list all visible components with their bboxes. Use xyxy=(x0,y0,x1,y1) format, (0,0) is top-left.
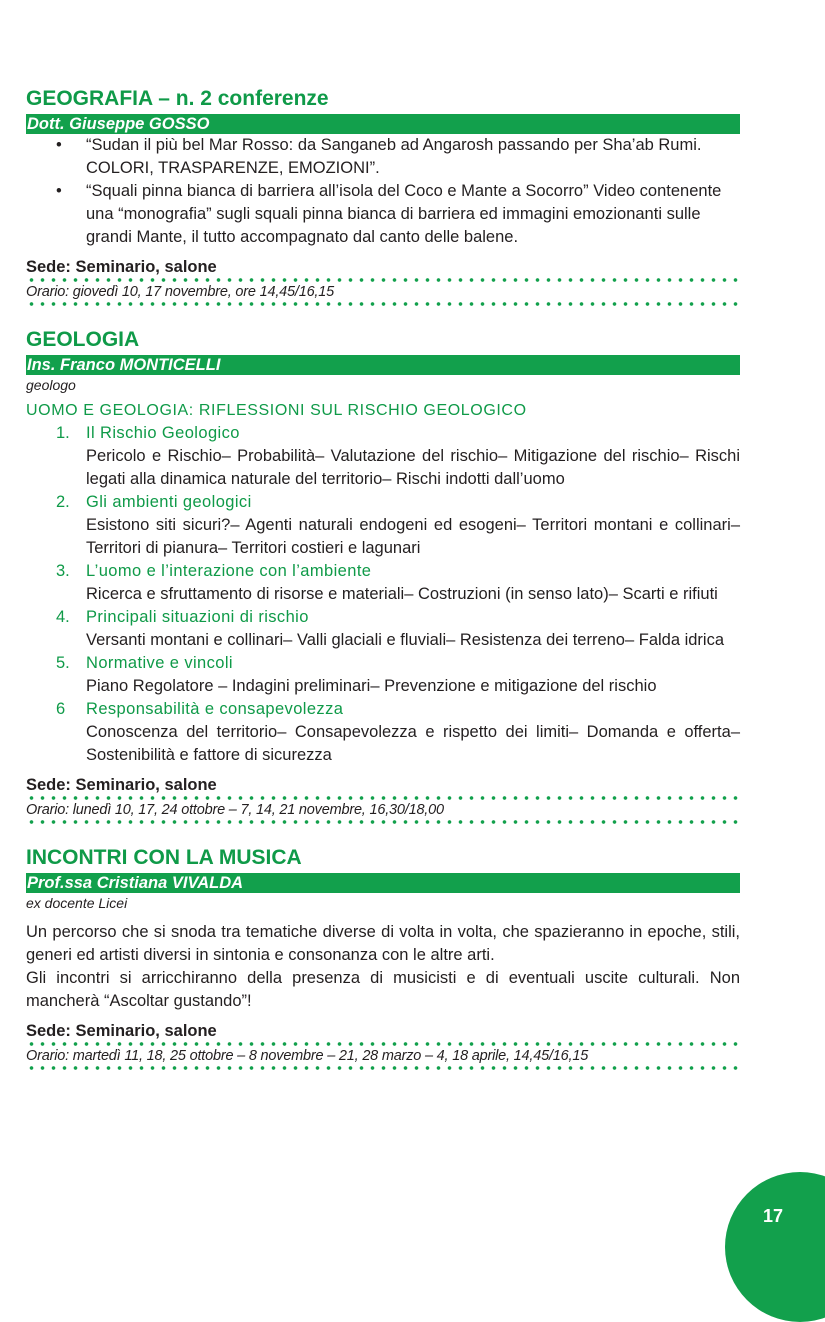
schedule: Orario: lunedì 10, 17, 24 ottobre – 7, 14, 21 novembre, 16,30/18,00 xyxy=(26,802,444,818)
list-item: 3. L’uomo e l’interazione con l’ambiente Ricerca e sfruttamento di risorse e materiali– Costruzioni (in senso lato)– Scarti e rifiuti xyxy=(56,562,718,603)
bullet-icon: • xyxy=(56,136,62,154)
speaker-role: ex docente Licei xyxy=(26,895,128,911)
dotted-divider xyxy=(26,1066,740,1070)
speaker-role: geologo xyxy=(26,377,76,393)
bullet-icon: • xyxy=(56,182,62,200)
schedule: Orario: martedì 11, 18, 25 ottobre – 8 novembre – 21, 28 marzo – 4, 18 aprile, 14,45/16,15 xyxy=(26,1048,589,1064)
section-geologia xyxy=(26,327,740,824)
section-title: INCONTRI CON LA MUSICA xyxy=(26,846,302,869)
list-item: 4. Principali situazioni di rischio Versanti montani e collinari– Valli glaciali e fluviali– Resistenza dei terreno– Falda idrica xyxy=(56,608,725,649)
dotted-divider xyxy=(26,302,740,306)
venue: Sede: Seminario, salone xyxy=(26,1022,217,1040)
section-musica xyxy=(26,845,740,1070)
speaker-name: Ins. Franco MONTICELLI xyxy=(26,355,740,375)
dotted-divider xyxy=(26,1042,740,1046)
page-number-tab xyxy=(725,1172,825,1322)
list-item: 6 Responsabilità e consapevolezza Conoscenza del territorio– Consapevolezza e rispetto dei limiti– Domanda e offerta– Sostenibilità e fattore di sicurezza xyxy=(56,700,740,764)
schedule: Orario: giovedì 10, 17 novembre, ore 14,45/16,15 xyxy=(26,284,334,300)
dotted-divider xyxy=(26,820,740,824)
venue: Sede: Seminario, salone xyxy=(26,776,217,794)
course-topic: UOMO E GEOLOGIA: RIFLESSIONI SUL RISCHIO GEOLOGICO xyxy=(26,402,527,419)
conference-list xyxy=(26,134,740,249)
list-item: 1. Il Rischio Geologico Pericolo e Rischio– Probabilità– Valutazione del rischio– Mitigazione del rischio– Rischi legati alla dinamica naturale del territorio– Rischi indotti dall’uomo xyxy=(56,424,740,488)
page-number: 17 xyxy=(762,1206,784,1226)
list-item: • “Sudan il più bel Mar Rosso: da Sanganeb ad Angarosh passando per Sha’ab Rumi. COLORI, TRASPARENZE, EMOZIONI”. xyxy=(56,136,702,177)
section-geografia xyxy=(26,86,740,306)
section-title: GEOLOGIA xyxy=(26,328,140,351)
speaker-name: Prof.ssa Cristiana VIVALDA xyxy=(26,873,740,893)
page-content xyxy=(26,86,740,1071)
section-title: GEOGRAFIA – n. 2 conferenze xyxy=(26,87,329,110)
list-item: • “Squali pinna bianca di barriera all’isola del Coco e Mante a Socorro” Video contenente una “monografia” sugli squali pinna bianca di barriera ed immagini emozionanti sulle grandi Mante, il tutto accompagnato dal canto delle balene. xyxy=(56,182,722,246)
dotted-divider xyxy=(26,796,740,800)
speaker-name: Dott. Giuseppe GOSSO xyxy=(26,114,740,134)
topic-list xyxy=(26,422,740,767)
venue: Sede: Seminario, salone xyxy=(26,258,217,276)
description-paragraph: Gli incontri si arricchiranno della presenza di musicisti e di eventuali uscite culturali. Non mancherà “Ascoltar gustando”! xyxy=(26,969,740,1010)
list-item: 2. Gli ambienti geologici Esistono siti sicuri?– Agenti naturali endogeni ed esogeni– Territori montani e collinari– Territori di pianura– Territori costieri e lagunari xyxy=(56,493,740,557)
list-item: 5. Normative e vincoli Piano Regolatore – Indagini preliminari– Prevenzione e mitigazione del rischio xyxy=(56,654,657,695)
dotted-divider xyxy=(26,278,740,282)
description-paragraph: Un percorso che si snoda tra tematiche diverse di volta in volta, che spazieranno in epoche, stili, generi ed artisti diversi in sintonia e consonanza con le altre arti. xyxy=(26,923,740,964)
